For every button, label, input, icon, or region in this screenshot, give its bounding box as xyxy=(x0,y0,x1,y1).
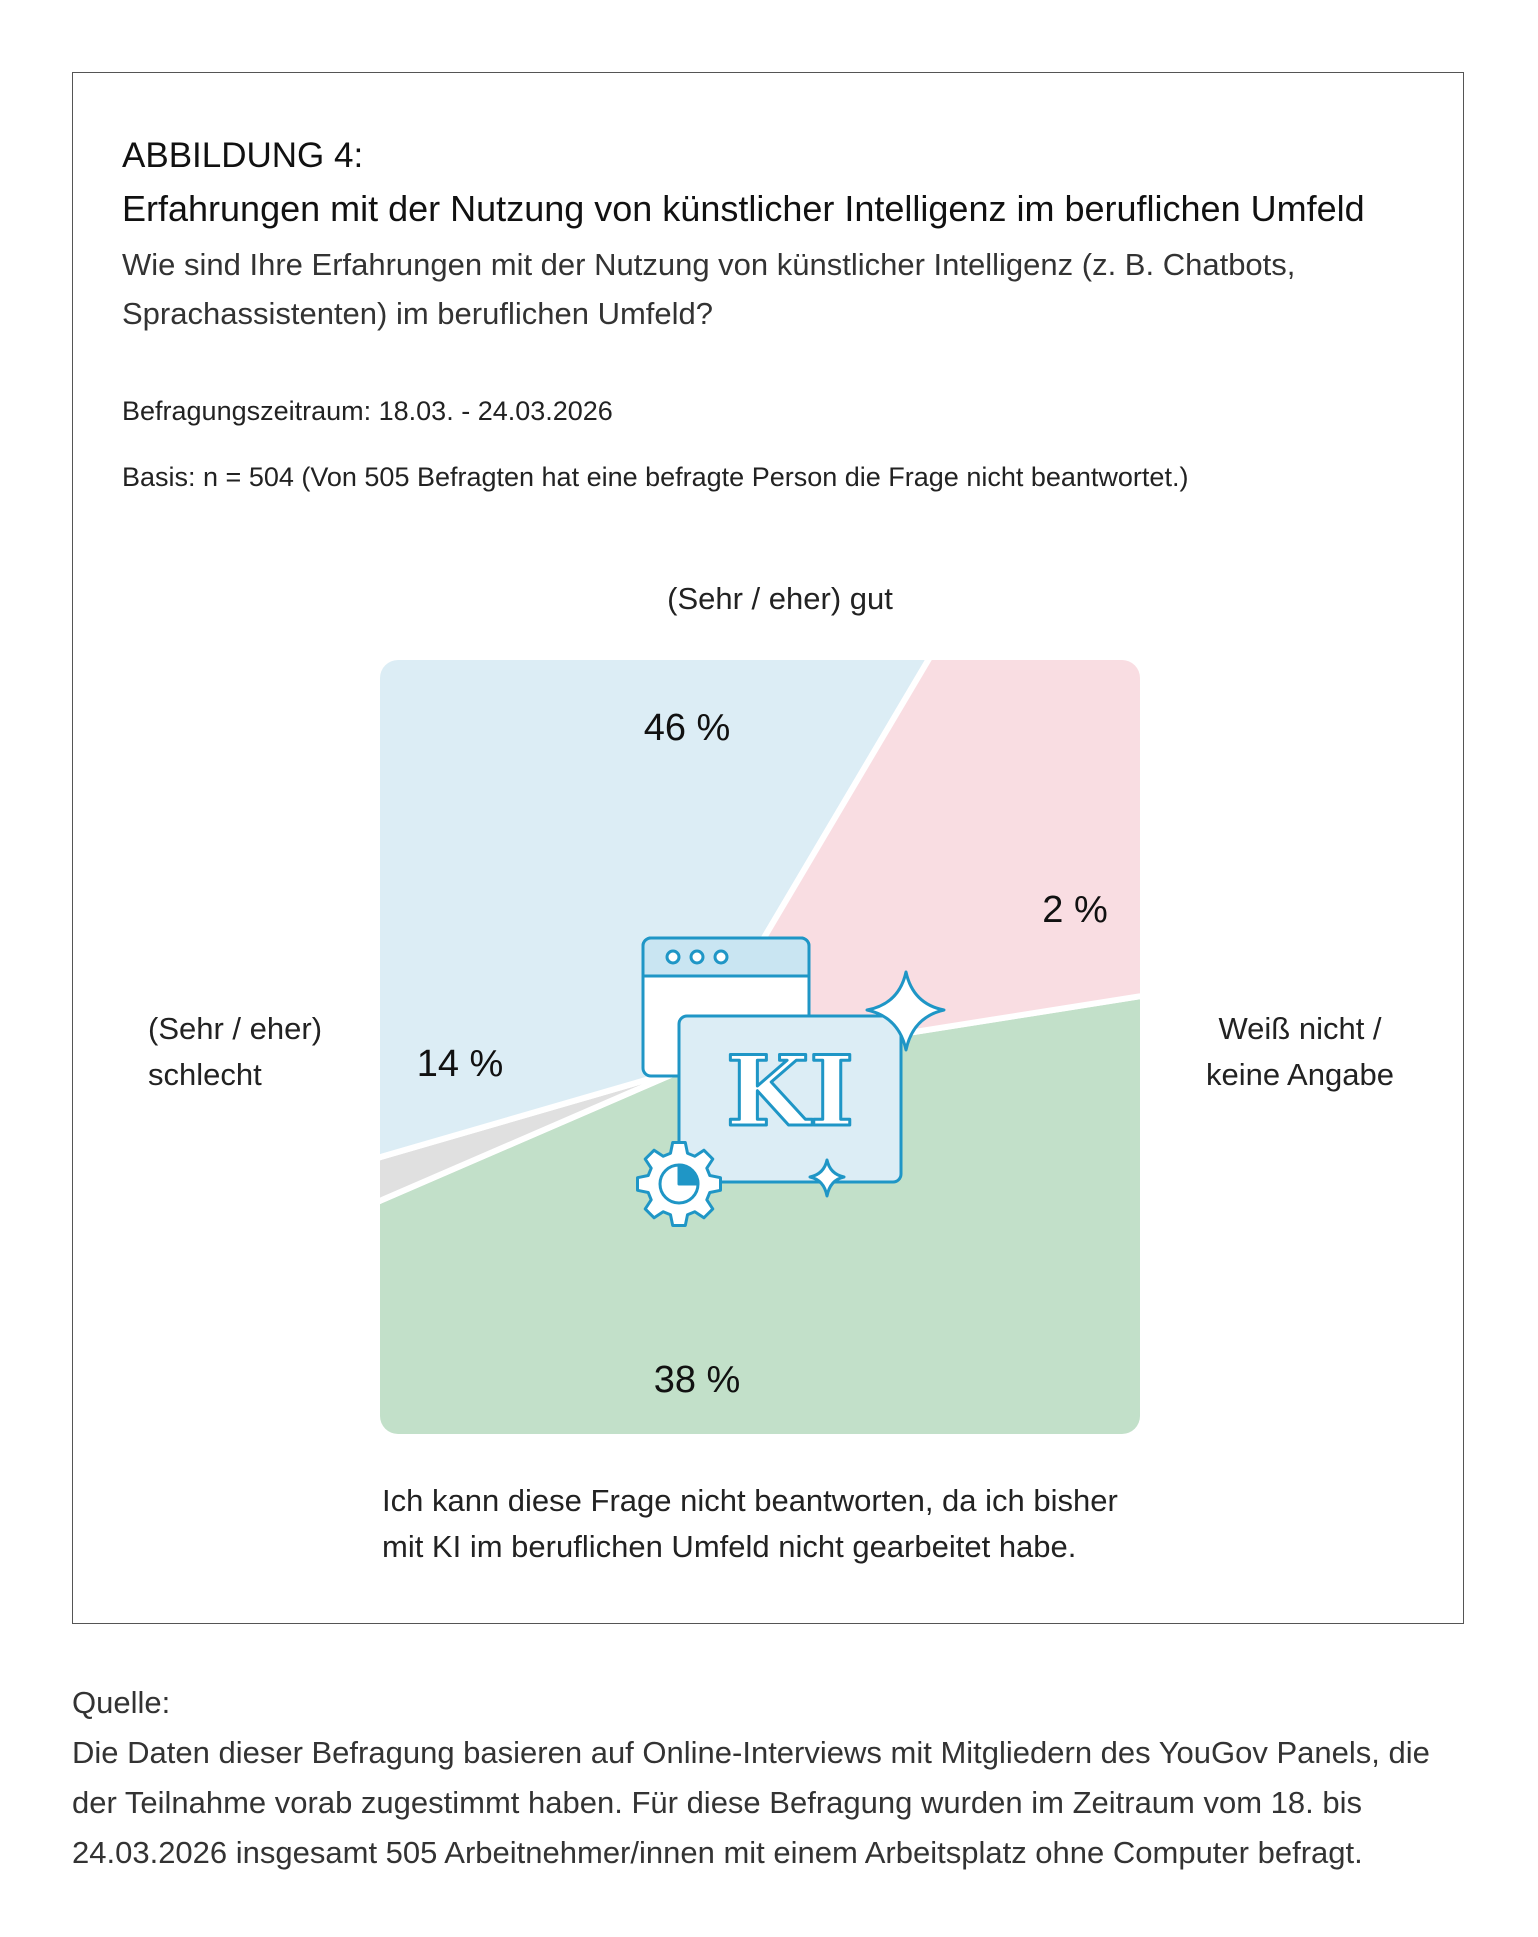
survey-question: Wie sind Ihre Erfahrungen mit der Nutzung von künstlicher Intelligenz (z. B. Chatbots, Sprachassistenten) im beruflichen Umfeld? xyxy=(122,247,1296,331)
source-note xyxy=(72,1678,1482,1878)
chart xyxy=(380,660,1140,1434)
figure-label: ABBILDUNG 4: xyxy=(122,136,364,175)
category-label-weiss-nicht: Weiß nicht / keine Angabe xyxy=(1206,1011,1394,1092)
category-label-schlecht: (Sehr / eher) schlecht xyxy=(148,1011,323,1092)
value-label-gut: 46 % xyxy=(643,707,731,750)
value-label-schlecht: 14 % xyxy=(416,1043,504,1086)
figure-title: Erfahrungen mit der Nutzung von künstlicher Intelligenz im beruflichen Umfeld xyxy=(122,188,1365,229)
survey-period: Befragungszeitraum: 18.03. - 24.03.2026 xyxy=(122,396,613,426)
category-label-nicht-gearbeitet: Ich kann diese Frage nicht beantworten, da ich bisher mit KI im beruflichen Umfeld nicht gearbeitet habe. xyxy=(382,1483,1118,1564)
value-label-nicht-gearbeitet: 38 % xyxy=(653,1359,741,1402)
value-label-weiss-nicht: 2 % xyxy=(1042,889,1108,932)
category-label-gut: (Sehr / eher) gut xyxy=(667,581,893,616)
source-text: Die Daten dieser Befragung basieren auf Online-Interviews mit Mitgliedern des YouGov Panels, die der Teilnahme vorab zugestimmt haben. Für diese Befragung wurden im Zeitraum vom 18. bis 24.03.2026 insgesamt 505 Arbeitnehmer/innen mit einem Arbeitsplatz ohne Computer befragt. xyxy=(72,1735,1430,1870)
source-heading: Quelle: xyxy=(72,1685,171,1720)
ki-text-icon: KI xyxy=(725,1035,855,1148)
survey-basis: Basis: n = 504 (Von 505 Befragten hat eine befragte Person die Frage nicht beantwortet.) xyxy=(122,462,1189,492)
